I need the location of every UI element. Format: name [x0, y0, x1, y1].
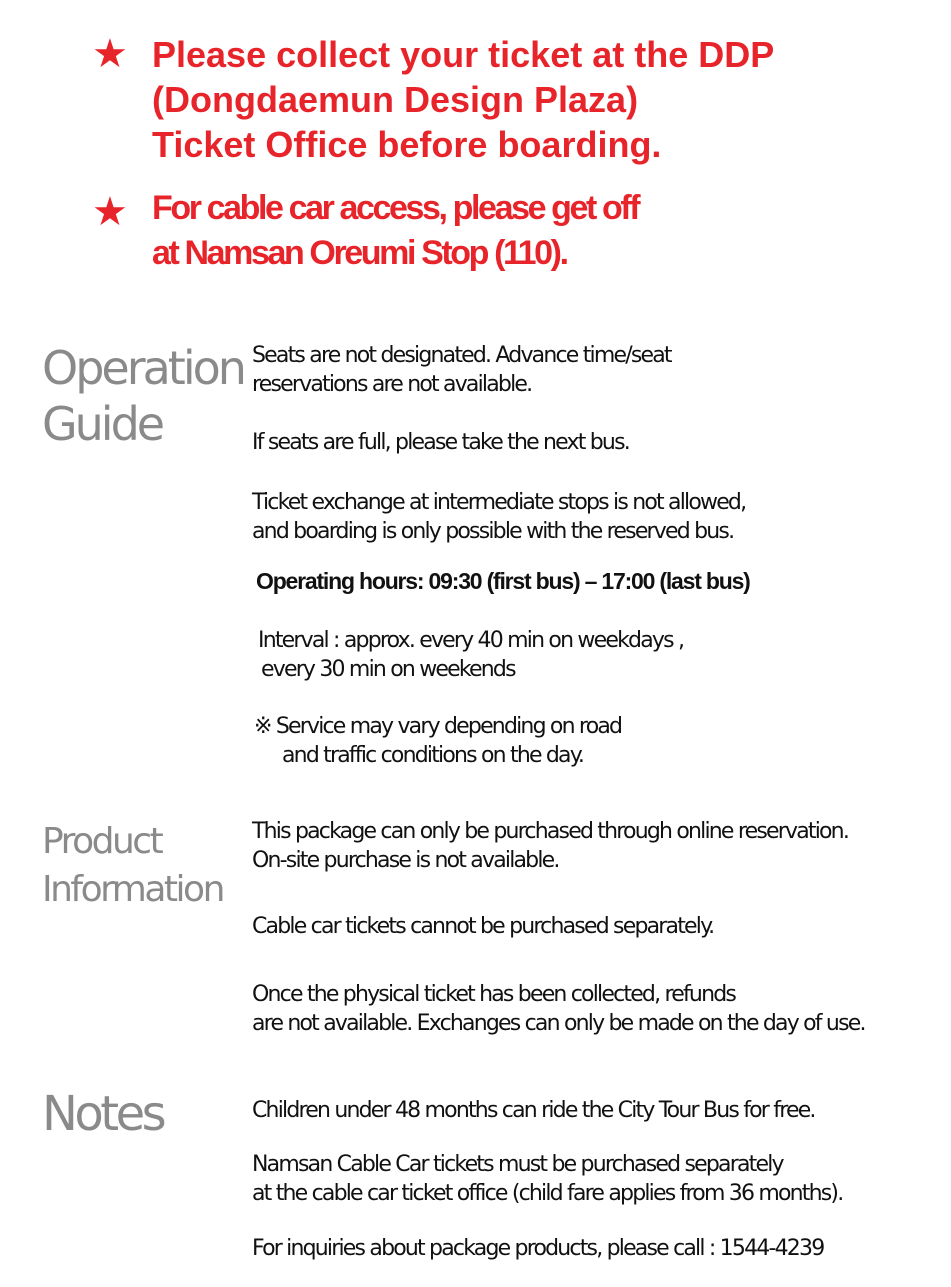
- text-line: Ticket exchange at intermediate stops is not allowed,: [252, 490, 746, 515]
- ticket-exchange-info: [252, 488, 745, 546]
- operating-hours: [256, 567, 750, 596]
- online-reservation-info: [252, 817, 848, 875]
- title-line: Operation: [42, 341, 244, 395]
- cable-car-ticket-info: [252, 1150, 842, 1208]
- text-line: On-site purchase is not available.: [252, 848, 559, 873]
- text-line: If seats are full, please take the next bus.: [252, 430, 629, 455]
- text-line: Seats are not designated. Advance time/seat: [252, 343, 671, 368]
- text-line: Children under 48 months can ride the City Tour Bus for free.: [252, 1098, 815, 1123]
- text-line: This package can only be purchased through online reservation.: [252, 819, 849, 844]
- text-line: Namsan Cable Car tickets must be purchased separately: [252, 1152, 783, 1177]
- notice-text: [152, 32, 774, 167]
- full-seats-info: [252, 428, 629, 457]
- notes-title: Notes: [42, 1086, 164, 1142]
- notice-line: at Namsan Oreumi Stop (110).: [152, 234, 567, 272]
- interval-info: [258, 626, 683, 684]
- text-line: Interval : approx. every 40 min on weekdays ,: [258, 628, 684, 653]
- refund-policy: [252, 980, 865, 1038]
- text-line: at the cable car ticket office (child fare applies from 36 months).: [252, 1181, 843, 1206]
- children-free-info: [252, 1096, 815, 1125]
- star-icon: ★: [92, 31, 128, 77]
- inquiry-contact: [252, 1234, 823, 1263]
- title-line: Guide: [42, 397, 163, 451]
- star-icon: ★: [92, 189, 128, 235]
- notice-line: (Dongdaemun Design Plaza): [152, 79, 639, 120]
- title-line: Information: [42, 869, 223, 910]
- text-line: and traffic conditions on the day.: [282, 743, 584, 768]
- service-note: [254, 712, 621, 770]
- notice-line: Please collect your ticket at the DDP: [152, 34, 775, 75]
- text-line: ※ Service may vary depending on road: [254, 714, 622, 739]
- text-line: Once the physical ticket has been collected, refunds: [252, 982, 736, 1007]
- text-line: Cable car tickets cannot be purchased separately.: [252, 914, 714, 939]
- title-line: Product: [42, 821, 162, 862]
- text-line: every 30 min on weekends: [261, 657, 515, 682]
- text-line: Operating hours: 09:30 (first bus) – 17:00 (last bus): [256, 568, 750, 594]
- notice-text: [152, 186, 638, 276]
- text-line: reservations are not available.: [252, 372, 532, 397]
- operation-guide-title: [42, 340, 244, 452]
- text-line: For inquiries about package products, please call : 1544-4239: [252, 1236, 824, 1261]
- notice-line: Ticket Office before boarding.: [152, 124, 662, 165]
- cable-car-purchase-info: [252, 912, 713, 941]
- product-information-title: [42, 818, 223, 914]
- seats-info: [252, 341, 671, 399]
- text-line: and boarding is only possible with the reserved bus.: [252, 519, 734, 544]
- notice-line: For cable car access, please get off: [152, 189, 639, 227]
- text-line: are not available. Exchanges can only be made on the day of use.: [252, 1011, 865, 1036]
